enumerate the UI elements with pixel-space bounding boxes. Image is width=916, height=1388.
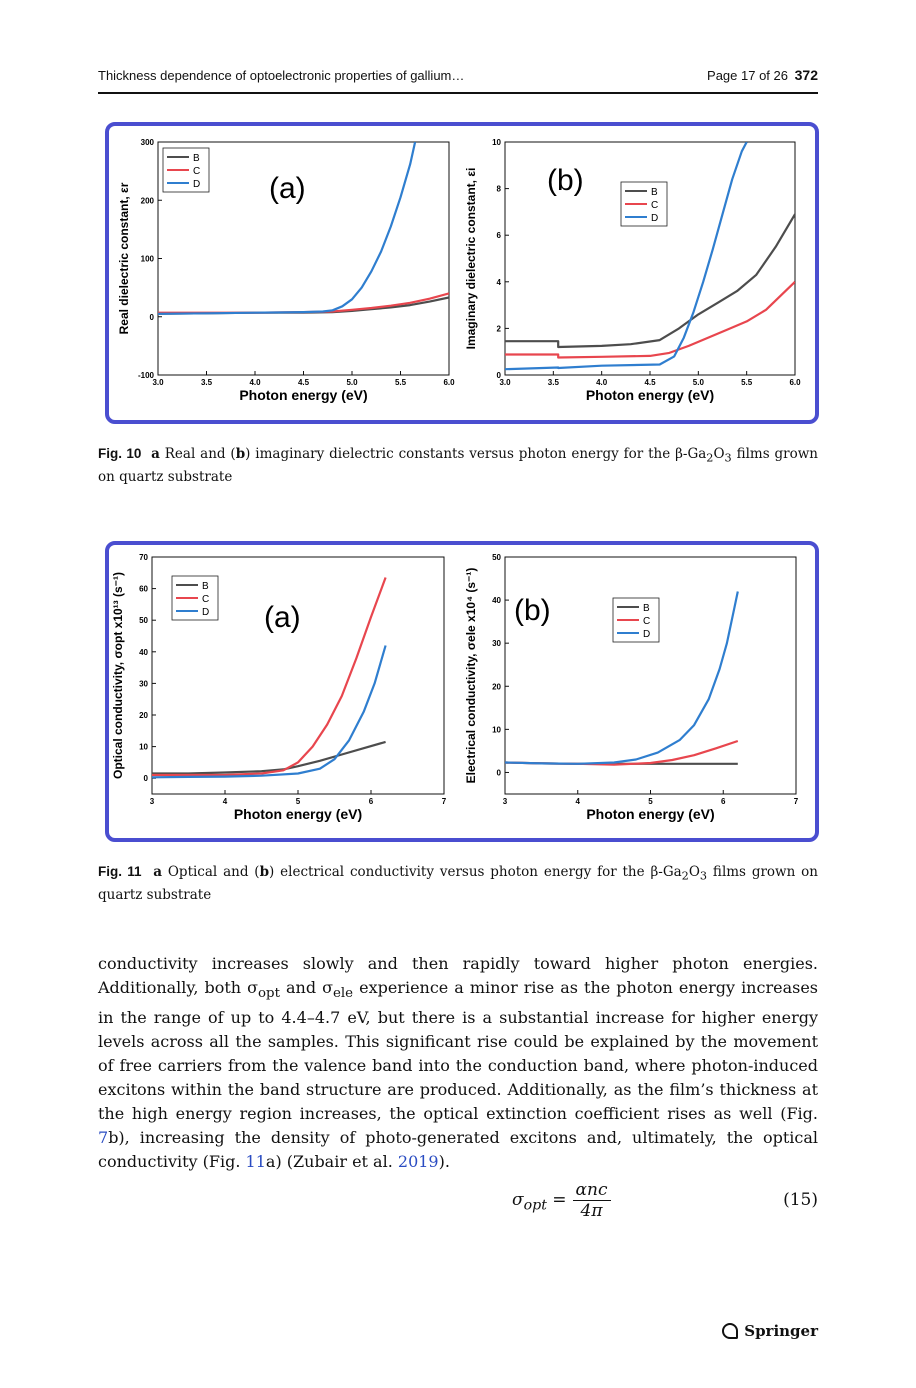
- legend-label-D: D: [202, 607, 210, 618]
- y-tick-label: 20: [492, 682, 501, 692]
- x-tick-label: 6.0: [443, 378, 455, 387]
- running-title: Thickness dependence of optoelectronic properties of gallium…: [98, 68, 465, 83]
- series-line-B: [505, 214, 795, 347]
- legend-label-C: C: [193, 166, 201, 177]
- figure-10-plots: [109, 126, 815, 420]
- figure-11-label: Fig. 11: [98, 864, 142, 879]
- figure-11: [105, 541, 819, 842]
- citation-link[interactable]: 2019: [397, 1152, 439, 1172]
- y-tick-label: 70: [139, 553, 148, 562]
- y-axis-label: Imaginary dielectric constant, εi: [464, 167, 478, 350]
- caption-text: O: [688, 864, 700, 880]
- caption-sub: 2: [706, 451, 714, 465]
- panel-label: (a): [264, 601, 301, 634]
- x-tick-label: 5: [295, 797, 301, 806]
- equation-15: [98, 1180, 818, 1224]
- eq-numerator: αnc: [573, 1180, 611, 1201]
- y-tick-label: 30: [492, 639, 501, 649]
- y-tick-label: 10: [492, 138, 501, 147]
- y-tick-label: 0: [149, 312, 154, 322]
- equation-number: (15): [783, 1190, 818, 1210]
- legend: [613, 598, 659, 642]
- legend-label-D: D: [651, 213, 659, 224]
- caption-part-b: b: [259, 864, 270, 880]
- x-tick-label: 3.0: [499, 378, 511, 387]
- x-tick-label: 5.5: [741, 378, 753, 387]
- figure-10-caption: [98, 444, 818, 487]
- body-text: and σ: [279, 978, 334, 997]
- caption-sub: 2: [681, 869, 689, 883]
- figure-11-caption: [98, 862, 818, 905]
- body-sub: ele: [333, 986, 354, 1002]
- y-tick-label: 10: [139, 742, 148, 752]
- y-tick-label: 0: [496, 768, 501, 778]
- caption-text: ) electrical conductivity versus photon energy for the β-Ga: [269, 864, 682, 880]
- caption-sub: 3: [699, 869, 708, 883]
- x-tick-label: 7: [793, 797, 799, 806]
- springer-horse-icon: [722, 1323, 738, 1339]
- series-line-B: [152, 742, 386, 774]
- publisher-logo: [722, 1322, 818, 1340]
- y-tick-label: 30: [139, 679, 148, 689]
- eq-lhs-sub: opt: [523, 1197, 547, 1214]
- series-line-D: [152, 646, 386, 778]
- legend-label-B: B: [202, 581, 209, 592]
- y-tick-label: 4: [496, 277, 501, 287]
- body-paragraph: [98, 952, 818, 1174]
- series-line-C: [158, 293, 449, 312]
- chart-0: [117, 138, 455, 403]
- body-sub: opt: [258, 986, 280, 1002]
- article-number: 372: [794, 67, 818, 83]
- x-tick-label: 6: [368, 797, 374, 806]
- panel-label: (b): [547, 164, 584, 197]
- body-text: a) (Zubair et al.: [265, 1152, 398, 1172]
- eq-fraction: [573, 1180, 611, 1221]
- chart-3: [464, 553, 799, 822]
- y-tick-label: 0: [143, 774, 148, 784]
- x-tick-label: 4: [222, 797, 228, 806]
- y-tick-label: 300: [140, 138, 154, 147]
- y-tick-label: 20: [139, 711, 148, 720]
- figure-11-link[interactable]: 11: [245, 1152, 266, 1172]
- caption-sub: 3: [724, 451, 732, 465]
- y-tick-label: 100: [140, 254, 154, 264]
- x-axis-label: Photon energy (eV): [585, 387, 715, 403]
- x-tick-label: 6: [721, 797, 726, 806]
- legend-label-D: D: [643, 629, 651, 640]
- eq-lhs: σ: [512, 1190, 524, 1210]
- x-tick-label: 3: [502, 797, 508, 806]
- x-tick-label: 3.5: [547, 378, 559, 387]
- caption-part-b: b: [235, 446, 246, 462]
- figure-10-label: Fig. 10: [98, 446, 142, 461]
- y-tick-label: -100: [137, 371, 154, 380]
- y-axis-label: Real dielectric constant, εr: [117, 182, 131, 335]
- y-axis-label: Optical conductivity, σopt x10¹³ (s⁻¹): [111, 571, 125, 780]
- x-tick-label: 5.5: [394, 378, 407, 387]
- caption-text: films grown on quartz substrate: [98, 864, 818, 903]
- running-header: [98, 66, 818, 94]
- x-tick-label: 3.5: [200, 378, 213, 387]
- x-axis-label: Photon energy (eV): [586, 806, 715, 822]
- legend-label-C: C: [651, 200, 659, 211]
- x-tick-label: 6.0: [789, 378, 801, 387]
- y-tick-label: 60: [139, 584, 148, 594]
- caption-part-a: a: [153, 864, 163, 880]
- caption-text: ) imaginary dielectric constants versus photon energy for the β-Ga: [245, 446, 707, 462]
- y-tick-label: 6: [496, 231, 501, 241]
- y-tick-label: 40: [492, 596, 501, 606]
- y-tick-label: 10: [492, 725, 501, 735]
- caption-part-a: a: [151, 446, 160, 462]
- chart-1: [464, 138, 801, 403]
- series-line-C: [505, 282, 795, 358]
- legend: [163, 148, 209, 192]
- body-text: ).: [438, 1152, 450, 1172]
- caption-text: films grown on quartz substrate: [98, 446, 819, 485]
- x-tick-label: 4.0: [596, 378, 608, 387]
- caption-text: Optical and (: [162, 864, 260, 880]
- legend-label-B: B: [643, 603, 650, 614]
- caption-text: O: [713, 446, 725, 462]
- panel-label: (b): [514, 594, 551, 627]
- y-tick-label: 0: [496, 371, 501, 380]
- legend-label-B: B: [651, 187, 658, 198]
- x-axis-label: Photon energy (eV): [233, 806, 363, 822]
- y-tick-label: 50: [139, 616, 148, 626]
- body-text: experience a minor rise as the photon energy increases in the range of up to 4.4–4.7 eV, but there is a substantial increase for higher energy levels across all the samples. This significant rise could be explained by the movement of free carriers from the valence band into the conduction band, where photon-induced excitons within the band structure are produced. Additionally, as the film’s thickness at the high energy region increases, the optical extinction coefficient rises as well (Fig.: [98, 978, 818, 1124]
- figure-11-plots: [109, 545, 815, 838]
- legend: [172, 576, 218, 620]
- legend-label-B: B: [193, 153, 200, 164]
- figure-7-link[interactable]: 7: [98, 1128, 109, 1148]
- body-text: b), increasing the density of photo-generated excitons and, ultimately, the optical conductivity (Fig.: [98, 1128, 818, 1172]
- x-tick-label: 4: [575, 797, 580, 806]
- x-tick-label: 3.0: [152, 378, 164, 387]
- legend-label-C: C: [643, 616, 651, 627]
- x-tick-label: 5.0: [692, 378, 704, 387]
- figure-10: [105, 122, 819, 424]
- x-tick-label: 5: [648, 797, 653, 806]
- eq-denominator: 4π: [580, 1201, 603, 1221]
- legend-label-C: C: [202, 594, 210, 605]
- x-tick-label: 5.0: [346, 378, 358, 387]
- legend: [621, 182, 667, 226]
- panel-label: (a): [269, 172, 306, 205]
- y-tick-label: 200: [140, 196, 154, 206]
- y-tick-label: 2: [496, 324, 501, 334]
- series-line-D: [505, 142, 747, 369]
- plot-frame: [505, 557, 796, 794]
- x-tick-label: 4.0: [249, 378, 261, 387]
- eq-sign: =: [552, 1190, 567, 1210]
- y-axis-label: Electrical conductivity, σele x10⁴ (s⁻¹): [464, 567, 478, 784]
- x-tick-label: 4.5: [644, 378, 656, 387]
- legend-label-D: D: [193, 179, 201, 190]
- body-text: conductivity increases slowly and then rapidly toward higher photon energies. Additionally, both σ: [98, 954, 818, 997]
- y-tick-label: 50: [492, 553, 501, 562]
- x-tick-label: 4.5: [297, 378, 310, 387]
- y-tick-label: 8: [496, 184, 501, 194]
- page-number: Page 17 of 26: [707, 68, 788, 83]
- equation-formula: [512, 1180, 611, 1221]
- y-tick-label: 40: [139, 647, 148, 657]
- chart-2: [111, 553, 447, 822]
- x-tick-label: 7: [441, 797, 447, 806]
- publisher-name: Springer: [744, 1322, 818, 1340]
- x-tick-label: 3: [149, 797, 155, 806]
- x-axis-label: Photon energy (eV): [239, 387, 368, 403]
- caption-text: Real and (: [159, 446, 236, 462]
